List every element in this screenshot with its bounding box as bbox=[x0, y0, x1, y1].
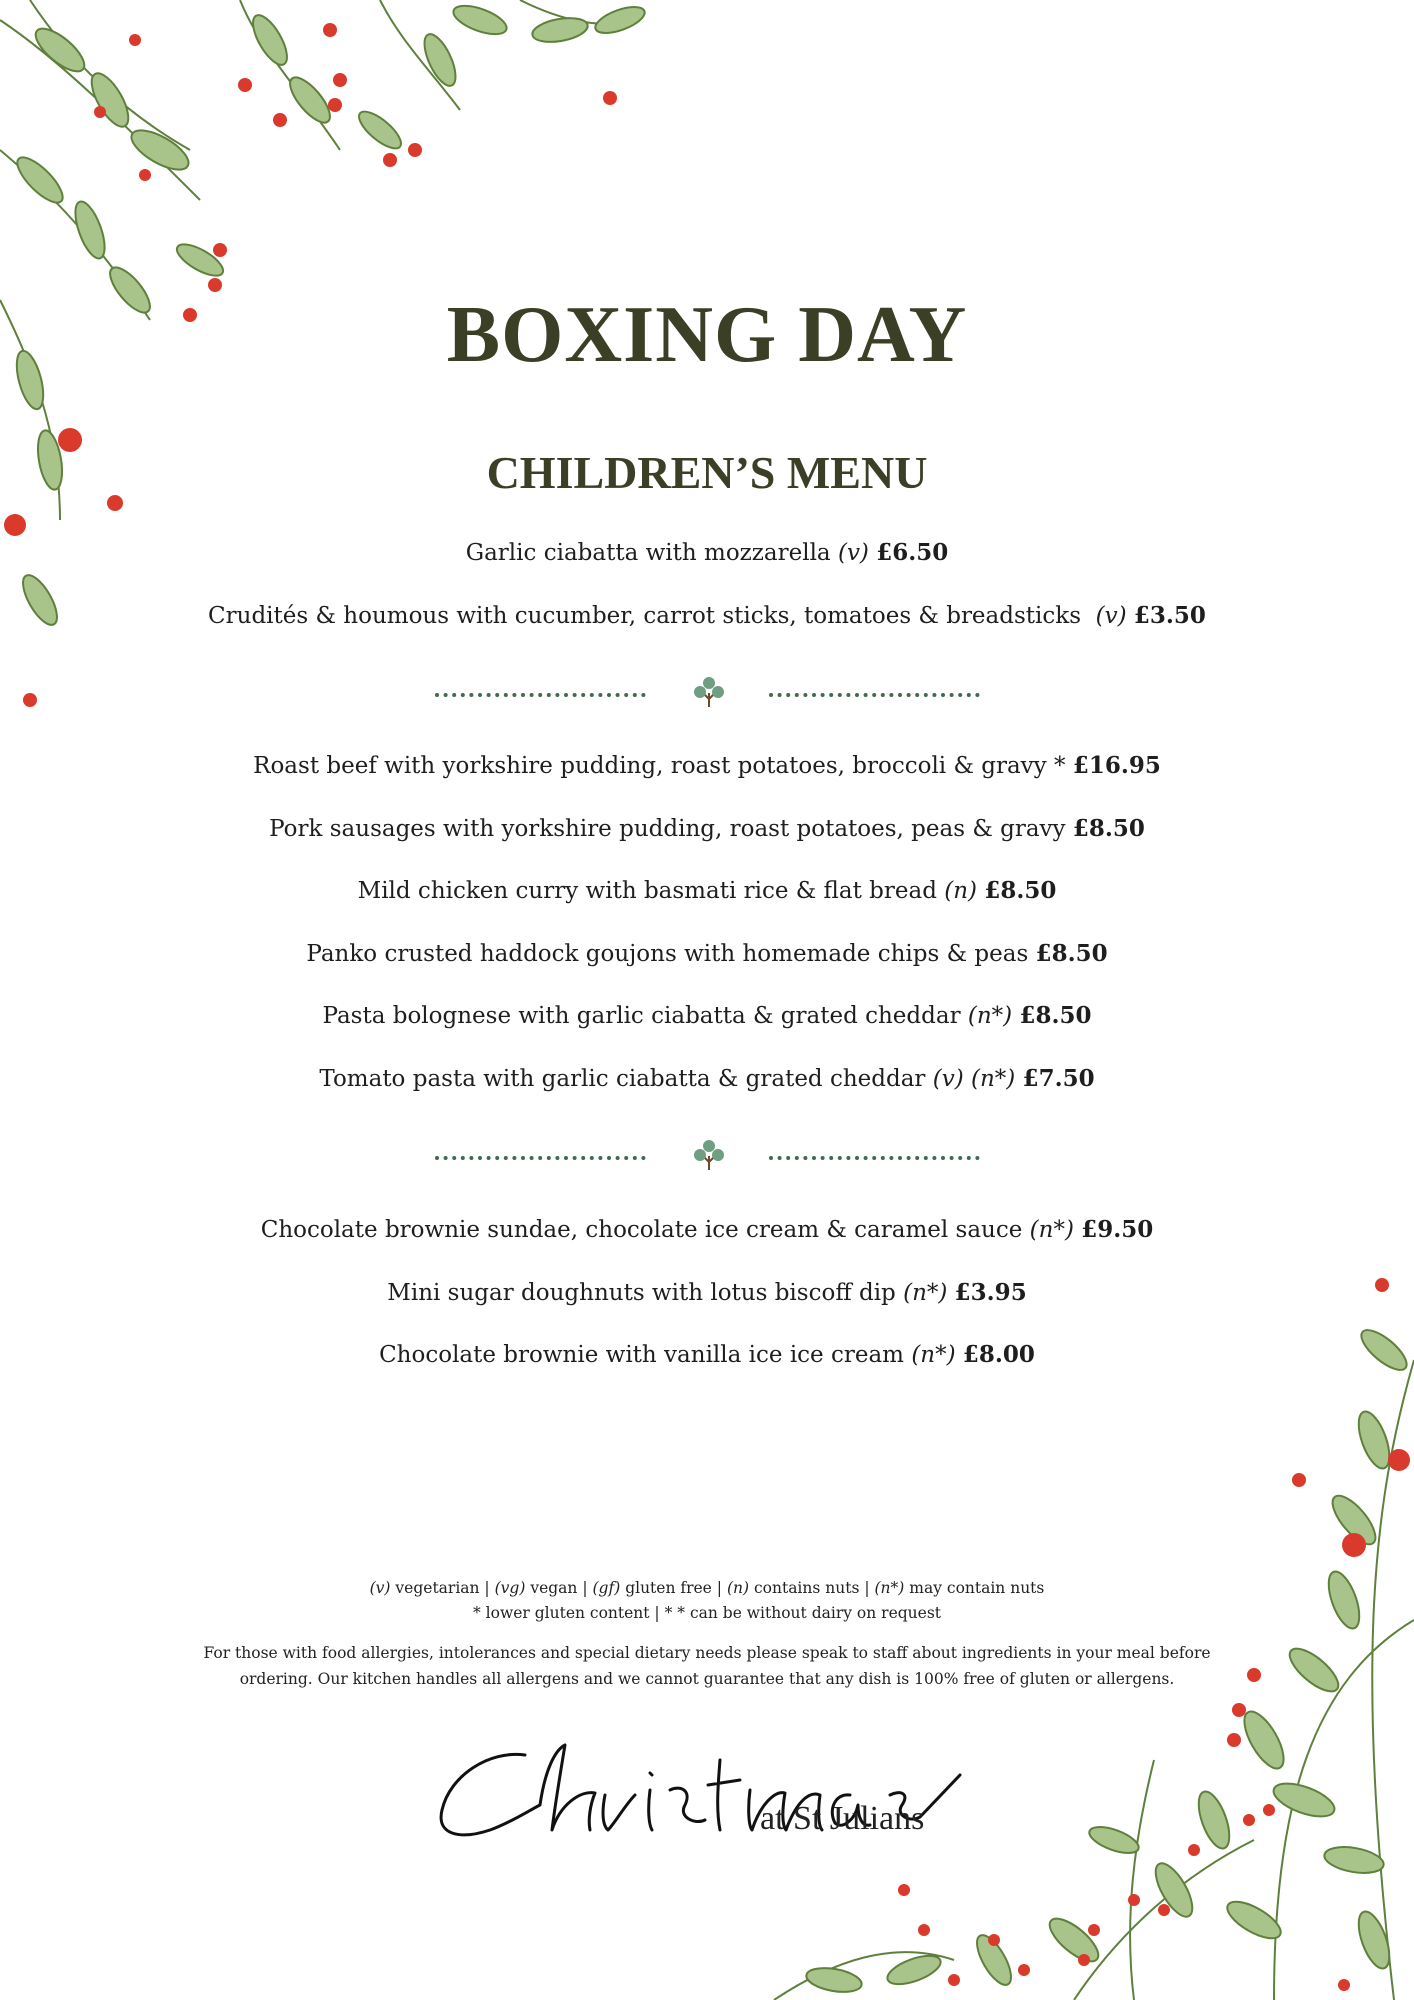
menu-item-name: Mild chicken curry with basmati rice & flat bread bbox=[357, 878, 937, 904]
legend-text: gluten free | bbox=[625, 1579, 723, 1597]
brand-subtitle: at St Julians bbox=[760, 1800, 925, 1837]
menu-item-tag: (v) bbox=[1095, 602, 1127, 629]
menu-item-tag: (v) (n*) bbox=[932, 1065, 1016, 1092]
menu-item-name: Pasta bolognese with garlic ciabatta & grated cheddar bbox=[322, 1003, 961, 1029]
menu-item-name: Pork sausages with yorkshire pudding, roast potatoes, peas & gravy bbox=[269, 815, 1066, 842]
menu-item-name: Chocolate brownie sundae, chocolate ice cream & caramel sauce bbox=[260, 1217, 1023, 1243]
legend-text: contains nuts | bbox=[753, 1579, 870, 1597]
menu-item bbox=[0, 1262, 1414, 1325]
menu-item-tag: (n*) bbox=[967, 1003, 1013, 1029]
dietary-legend-line-2: * lower gluten content | * * can be without dairy on request bbox=[472, 1604, 941, 1622]
menu-item-name: Tomato pasta with garlic ciabatta & grated cheddar bbox=[319, 1065, 926, 1092]
menu-item-price: £3.95 bbox=[954, 1278, 1027, 1306]
menu-item-name: Panko crusted haddock goujons with homemade chips & peas bbox=[306, 940, 1029, 967]
menu-item-price: £8.50 bbox=[1019, 1002, 1092, 1029]
menu-item-price: £6.50 bbox=[876, 539, 949, 566]
section-divider bbox=[0, 675, 1414, 715]
menu-item bbox=[0, 860, 1414, 923]
menu-item-price: £8.50 bbox=[984, 877, 1057, 904]
legend-text: vegan | bbox=[530, 1579, 588, 1597]
allergy-note-line-2: ordering. Our kitchen handles all allergens and we cannot guarantee that any dish is 100% free of gluten or allergens. bbox=[239, 1670, 1175, 1688]
menu-item bbox=[0, 585, 1414, 648]
legend-text: may contain nuts bbox=[909, 1579, 1045, 1597]
tree-icon bbox=[694, 1140, 724, 1170]
menu-item bbox=[0, 923, 1414, 986]
menu-item-tag: (n*) bbox=[911, 1342, 956, 1368]
menu-item-name: Roast beef with yorkshire pudding, roast potatoes, broccoli & gravy * bbox=[253, 753, 1066, 779]
legend-key: (gf) bbox=[592, 1579, 621, 1597]
menu-item-name: Garlic ciabatta with mozzarella bbox=[465, 540, 831, 566]
menu-item-price: £9.50 bbox=[1081, 1216, 1154, 1243]
menu-item-price: £16.95 bbox=[1072, 752, 1161, 779]
menu-item-price: £8.50 bbox=[1072, 814, 1145, 842]
menu-subtitle: CHILDREN’S MENU bbox=[486, 447, 928, 498]
tree-icon bbox=[694, 677, 724, 707]
menu-item-price: £3.50 bbox=[1133, 601, 1206, 629]
menu-item-tag: (n*) bbox=[903, 1279, 948, 1306]
footer-notes bbox=[0, 1576, 1414, 1692]
menu-item bbox=[0, 735, 1414, 798]
menu-item-tag: (v) bbox=[837, 540, 869, 566]
allergy-note bbox=[0, 1640, 1414, 1692]
menu-item-name: Mini sugar doughnuts with lotus biscoff dip bbox=[387, 1279, 896, 1306]
page-title: BOXING DAY bbox=[446, 291, 968, 379]
section-divider bbox=[0, 1138, 1414, 1178]
menu-item bbox=[0, 798, 1414, 861]
starters-section bbox=[0, 522, 1414, 647]
menu-item bbox=[0, 1324, 1414, 1387]
menu-item-name: Crudités & houmous with cucumber, carrot sticks, tomatoes & breadsticks bbox=[208, 602, 1082, 629]
menu-item-name: Chocolate brownie with vanilla ice ice cream bbox=[379, 1342, 904, 1368]
mains-section bbox=[0, 735, 1414, 1110]
legend-key: (v) bbox=[369, 1579, 391, 1597]
dietary-legend bbox=[0, 1576, 1414, 1601]
legend-key: (n) bbox=[726, 1579, 750, 1597]
menu-item-price: £8.00 bbox=[962, 1341, 1035, 1368]
legend-text: vegetarian | bbox=[395, 1579, 490, 1597]
legend-key: (n*) bbox=[874, 1579, 905, 1597]
menu-item bbox=[0, 1048, 1414, 1111]
menu-item-tag: (n) bbox=[944, 878, 977, 904]
menu-item bbox=[0, 1199, 1414, 1262]
menu-item bbox=[0, 985, 1414, 1048]
menu-item bbox=[0, 522, 1414, 585]
menu-item-tag: (n*) bbox=[1029, 1217, 1074, 1243]
menu-item-price: £8.50 bbox=[1035, 939, 1108, 967]
allergy-note-line-1: For those with food allergies, intolerances and special dietary needs please speak to staff about ingredients in your meal before bbox=[203, 1644, 1211, 1662]
legend-key: (vg) bbox=[494, 1579, 526, 1597]
desserts-section bbox=[0, 1199, 1414, 1387]
menu-item-price: £7.50 bbox=[1022, 1064, 1095, 1092]
